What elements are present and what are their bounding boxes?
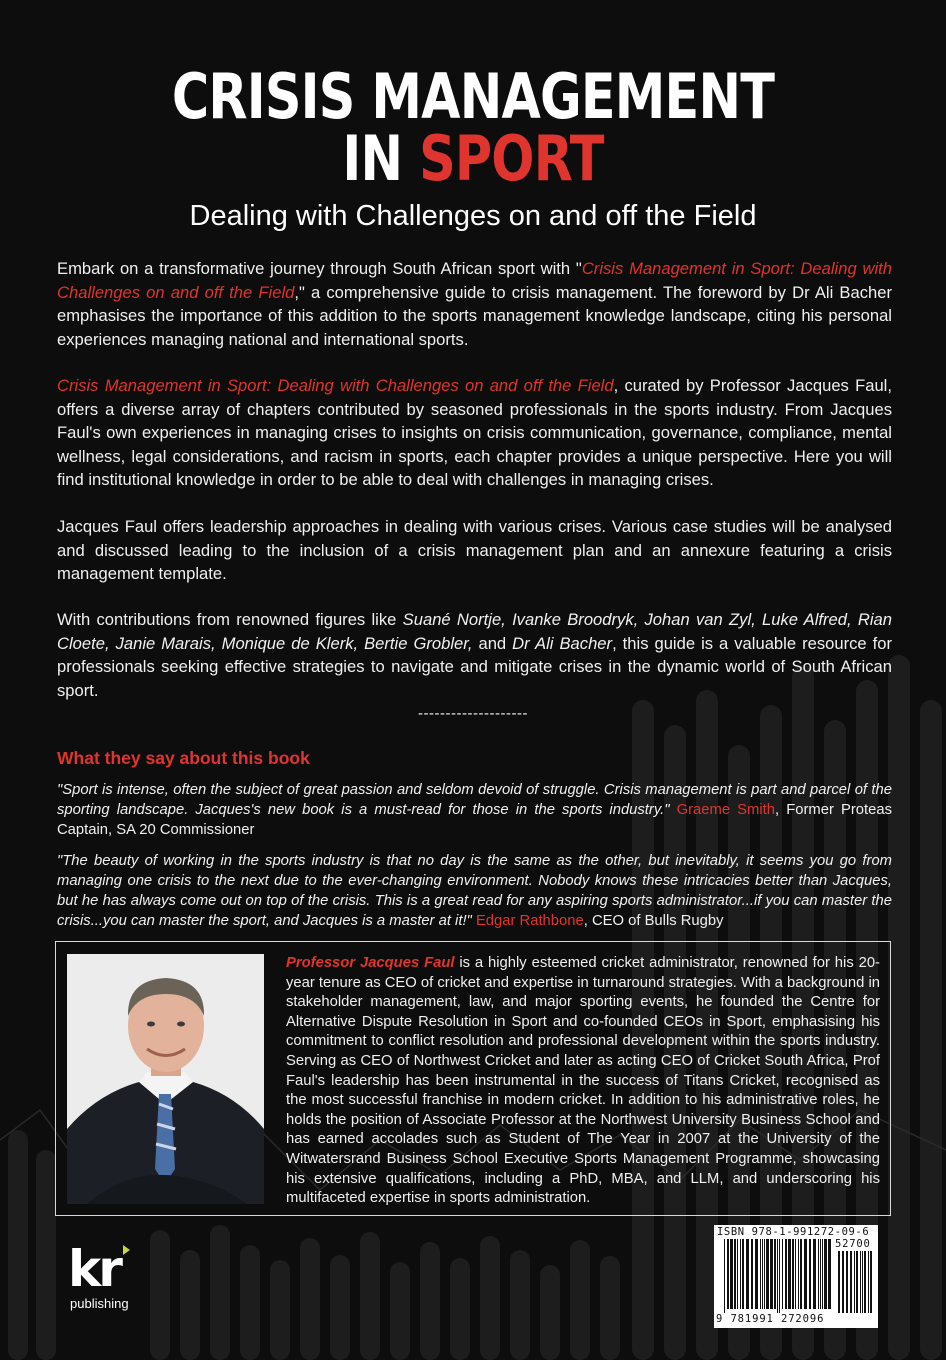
author-bio-text: is a highly esteemed cricket administrator, renowned for his 20-year tenure as CEO of cricket and expertise in turnaround strategies. With a background in stakeholder management, law, and major sporting events, he founded the Centre for Alternative Dispute Resolution in Sport and co-founded CEOs in Sport, emphasising his commitment to conflict resolution and professional development within the sports industry. Serving as CEO of Northwest Cricket and later as acting CEO of Cricket South Africa, Prof Faul's leadership has been instrumental in the success of Titans Cricket, recognised as the most successful franchise in modern cricket. In addition to his administrative roles, he holds the position of Associate Professor at the Northwest University Business School and has earned accolades such as Student of The Year in 2007 at the University of the Witwatersrand Business School Executive Sports Management Programme, showcasing his extensive qualifications, including a PhD, MBA, and LLM, and underscoring his multifaceted expertise in sports administration. (286, 955, 880, 1207)
barcode-bar (792, 1239, 794, 1309)
barcode-price-bar (860, 1251, 861, 1313)
barcode-bar (795, 1239, 796, 1309)
barcode-bar (764, 1239, 765, 1309)
barcode-bar (766, 1239, 769, 1309)
barcode-price-bar (854, 1251, 855, 1313)
review-quote-1 (57, 780, 892, 840)
paragraph-1-body: ," a comprehensive guide to crisis management. The foreword by Dr Ali Bacher emphasises the importance of this addition to the sports management knowledge landscape, citing his personal experiences managing national and international sports. (57, 282, 892, 349)
book-subtitle: Dealing with Challenges on and off the Field (189, 200, 757, 232)
review-quote-2 (57, 851, 892, 931)
review-2-author: Edgar Rathbone (475, 913, 584, 929)
author-bio-box (55, 941, 891, 1216)
barcode-bar (727, 1239, 729, 1309)
section-divider: -------------------- (418, 705, 528, 722)
author-portrait-illustration (67, 954, 264, 1204)
barcode-bar (818, 1239, 819, 1309)
barcode-bar (785, 1239, 787, 1309)
barcode-bar (755, 1239, 758, 1309)
barcode-bar (779, 1239, 780, 1313)
book-title-line2 (85, 122, 861, 195)
description-paragraph-1 (57, 257, 892, 351)
book-title-sport: SPORT (419, 122, 604, 195)
description-paragraph-4 (57, 608, 892, 702)
barcode-bar (782, 1239, 783, 1309)
barcode-bar (813, 1239, 816, 1309)
author-name: Professor Jacques Faul (286, 955, 455, 971)
barcode-price-bar (868, 1251, 869, 1313)
description-paragraph-3: Jacques Faul offers leadership approaches in dealing with various crises. Various case studies will be analysed and discussed leading to the inclusion of a crisis management plan and an annexure featuring a crisis management template. (57, 517, 892, 583)
description-paragraph-2 (57, 374, 892, 492)
barcode-bar (820, 1239, 821, 1309)
paragraph-2-book-title: Crisis Management in Sport: Dealing with Challenges on and off the Field (57, 376, 614, 395)
barcode-bar (824, 1239, 827, 1309)
barcode-price-bar (838, 1251, 840, 1313)
paragraph-4-intro: With contributions from renowned figures like (57, 610, 403, 629)
barcode-price-digits: 52700 (835, 1238, 871, 1250)
barcode-bar (777, 1239, 778, 1313)
barcode-bar (746, 1239, 749, 1309)
barcode-price-bar (856, 1251, 858, 1313)
barcode-main-digits: 9 781991 272096 (716, 1313, 825, 1325)
publisher-logo-mark: kr (68, 1240, 120, 1298)
barcode-bar (724, 1239, 725, 1313)
isbn-number: ISBN 978-1-991272-09-6 (717, 1226, 870, 1238)
paragraph-4-last-contributor: Dr Ali Bacher (512, 633, 613, 653)
publisher-logo-text: publishing (70, 1296, 129, 1311)
barcode-bar (751, 1239, 753, 1309)
barcode-bar (770, 1239, 773, 1309)
review-2-role: , CEO of Bulls Rugby (583, 913, 724, 929)
author-photo (67, 954, 264, 1204)
publisher-logo (68, 1240, 148, 1314)
barcode-bar (774, 1239, 776, 1309)
paragraph-1-intro: Embark on a transformative journey through South African sport with " (57, 259, 582, 278)
barcode-bar (828, 1239, 831, 1309)
book-title-line1: CRISIS MANAGEMENT (171, 60, 775, 133)
barcode-price-bar (870, 1251, 872, 1313)
paragraph-4-body: , this guide is a valuable resource for professionals seeking effective strategies to navigate and mitigate crises in the dynamic world of South African sport. (57, 633, 892, 700)
barcode-bar (809, 1239, 811, 1309)
barcode-bar (804, 1239, 807, 1309)
barcode-bar (760, 1239, 761, 1309)
review-1-role: , Former Proteas Captain, SA 20 Commissioner (57, 802, 892, 838)
book-title-in: IN (342, 122, 420, 195)
barcode-price-bar (842, 1251, 844, 1313)
barcode-bar (822, 1239, 823, 1309)
barcode-bar (798, 1239, 799, 1309)
paragraph-4-and: and (472, 633, 513, 653)
barcode-price-bar (846, 1251, 848, 1313)
review-1-text: "Sport is intense, often the subject of great passion and seldom devoid of struggle. Crisis management is part and parcel of the sporting landscape. Jacques's new book is a must-read for those in the sports industry." (57, 782, 892, 818)
barcode-bar (740, 1239, 741, 1309)
paragraph-2-body: , curated by Professor Jacques Faul, offers a diverse array of chapters contributed by seasoned professionals in the sports industry. From Jacques Faul's own experiences in managing crises to insights on crisis communication, governance, compliance, mental wellness, legal considerations, and racism in sports, each chapter provides a unique perspective. Here you will find institutional knowledge in order to be able to deal with challenges in managing crises. (57, 376, 892, 489)
barcode-bar (800, 1239, 802, 1309)
barcode-price-bar (850, 1251, 852, 1313)
barcode-price-bar (864, 1251, 866, 1313)
barcode-bar (742, 1239, 744, 1309)
barcode-bar (762, 1239, 763, 1309)
author-bio (286, 954, 880, 1209)
review-2-text: "The beauty of working in the sports industry is that no day is the same as the other, but inevitably, it seems you go from managing one crisis to the next due to the ever-changing environment. Nobody knows these intricacies better than Jacques, but he has always come out on top of the crisis. This is a great read for any aspiring sports administrator...if you can master the crisis...you can master the sport, and Jacques is a master at it!" (57, 853, 892, 929)
barcode-bar (737, 1239, 738, 1309)
barcode-bar (730, 1239, 733, 1309)
paragraph-1-book-title: Crisis Management in Sport: Dealing with Challenges on and off the Field (57, 259, 892, 302)
barcode-price-bar (862, 1251, 863, 1313)
barcode-bar (788, 1239, 791, 1309)
review-1-author: Graeme Smith (676, 802, 775, 818)
publisher-logo-accent-icon (123, 1245, 130, 1255)
isbn-barcode (714, 1225, 878, 1328)
reviews-heading: What they say about this book (57, 748, 310, 768)
paragraph-4-contributors: Suané Nortje, Ivanke Broodryk, Johan van Zyl, Luke Alfred, Rian Cloete, Janie Marais, Monique de Klerk, Bertie Grobler, (57, 610, 892, 653)
barcode-bar (734, 1239, 736, 1309)
